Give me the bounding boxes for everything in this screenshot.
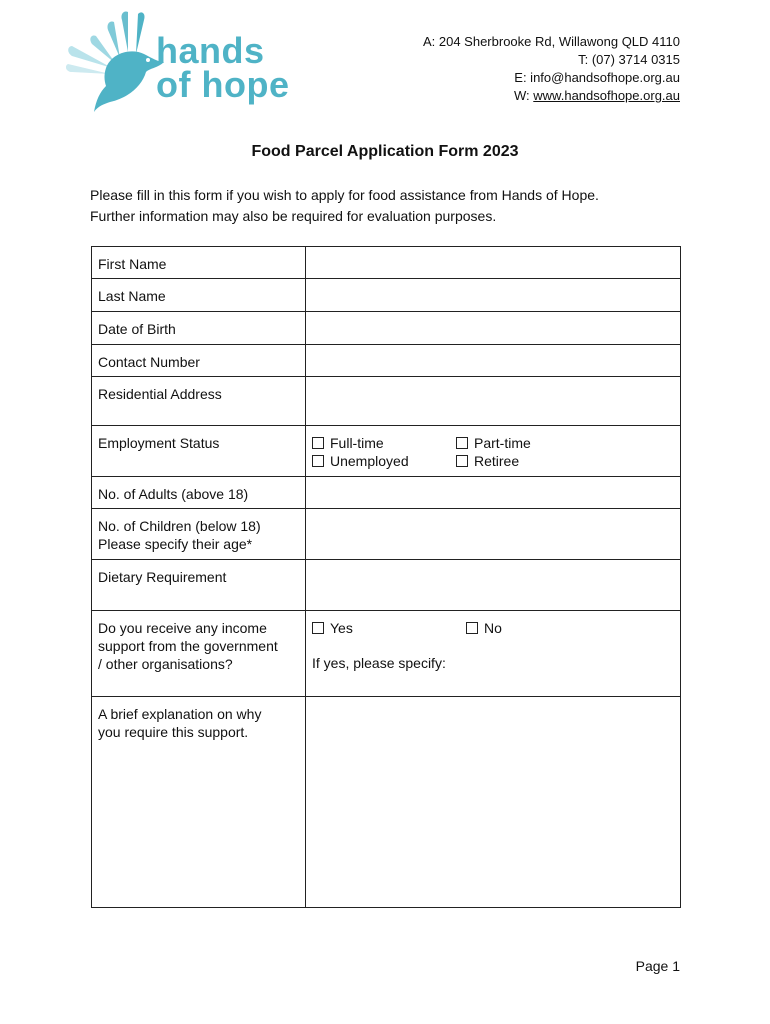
contact-number-label: Contact Number (92, 345, 306, 377)
dob-field[interactable] (306, 312, 681, 345)
employment-label: Employment Status (92, 426, 306, 477)
contact-address: A: 204 Sherbrooke Rd, Willawong QLD 4110 (422, 34, 680, 49)
explanation-label (92, 697, 306, 908)
first-name-label: First Name (92, 247, 306, 279)
intro-line-1: Please fill in this form if you wish to apply for food assistance from Hands of Hope. (90, 187, 599, 203)
yes-label: Yes (330, 620, 353, 636)
hand-dove-icon (66, 8, 166, 112)
intro-line-2: Further information may also be required for evaluation purposes. (90, 208, 497, 224)
income-label-line-3: / other organisations? (98, 656, 233, 672)
checkbox-icon (312, 455, 324, 467)
fulltime-checkbox[interactable] (312, 434, 456, 452)
row-last-name (92, 279, 681, 312)
children-field[interactable] (306, 509, 681, 560)
contact-phone: T: (07) 3714 0315 (578, 52, 680, 67)
logo (66, 8, 296, 112)
income-label-line-2: support from the government (98, 638, 278, 654)
checkbox-icon (456, 455, 468, 467)
checkbox-icon (456, 437, 468, 449)
row-dietary (92, 560, 681, 611)
first-name-field[interactable] (306, 247, 681, 279)
explanation-field[interactable] (306, 697, 681, 908)
adults-label: No. of Adults (above 18) (92, 477, 306, 509)
application-form-table (91, 246, 681, 908)
checkbox-icon (312, 437, 324, 449)
row-dob (92, 312, 681, 345)
contact-number-field[interactable] (306, 345, 681, 377)
page-number: Page 1 (635, 958, 680, 974)
contact-email: E: info@handsofhope.org.au (514, 70, 680, 85)
row-address (92, 377, 681, 426)
explanation-label-line-2: you require this support. (98, 724, 249, 740)
logo-line-of-hope: of hope (156, 64, 290, 105)
parttime-checkbox[interactable] (456, 434, 596, 452)
children-label (92, 509, 306, 560)
children-label-line-1: No. of Children (below 18) (98, 518, 261, 534)
retiree-label: Retiree (474, 453, 520, 469)
address-label: Residential Address (92, 377, 306, 426)
row-adults (92, 477, 681, 509)
income-options (306, 611, 681, 697)
last-name-field[interactable] (306, 279, 681, 312)
dietary-field[interactable] (306, 560, 681, 611)
contact-web (423, 87, 680, 105)
no-checkbox[interactable] (466, 619, 502, 637)
row-first-name (92, 247, 681, 279)
dietary-label: Dietary Requirement (92, 560, 306, 611)
logo-line-hands: hands (156, 30, 265, 71)
address-field[interactable] (306, 377, 681, 426)
row-explanation (92, 697, 681, 908)
website-link[interactable]: www.handsofhope.org.au (533, 88, 680, 103)
income-label-line-1: Do you receive any income (98, 620, 267, 636)
parttime-label: Part-time (474, 435, 531, 451)
row-income (92, 611, 681, 697)
income-specify-label: If yes, please specify: (312, 655, 446, 671)
row-children (92, 509, 681, 560)
dob-label: Date of Birth (92, 312, 306, 345)
retiree-checkbox[interactable] (456, 452, 596, 470)
intro-text (90, 185, 599, 227)
no-label: No (484, 620, 502, 636)
checkbox-icon (312, 622, 324, 634)
last-name-label: Last Name (92, 279, 306, 312)
form-title: Food Parcel Application Form 2023 (251, 143, 519, 160)
explanation-label-line-1: A brief explanation on why (98, 706, 262, 722)
children-label-line-2: Please specify their age* (98, 536, 253, 552)
contact-web-prefix: W: (514, 88, 534, 103)
row-employment (92, 426, 681, 477)
row-contact-number (92, 345, 681, 377)
fulltime-label: Full-time (330, 435, 384, 451)
income-label (92, 611, 306, 697)
adults-field[interactable] (306, 477, 681, 509)
unemployed-label: Unemployed (330, 453, 409, 469)
contact-block (423, 33, 680, 105)
unemployed-checkbox[interactable] (312, 452, 456, 470)
checkbox-icon (466, 622, 478, 634)
yes-checkbox[interactable] (312, 619, 466, 637)
employment-options (306, 426, 681, 477)
